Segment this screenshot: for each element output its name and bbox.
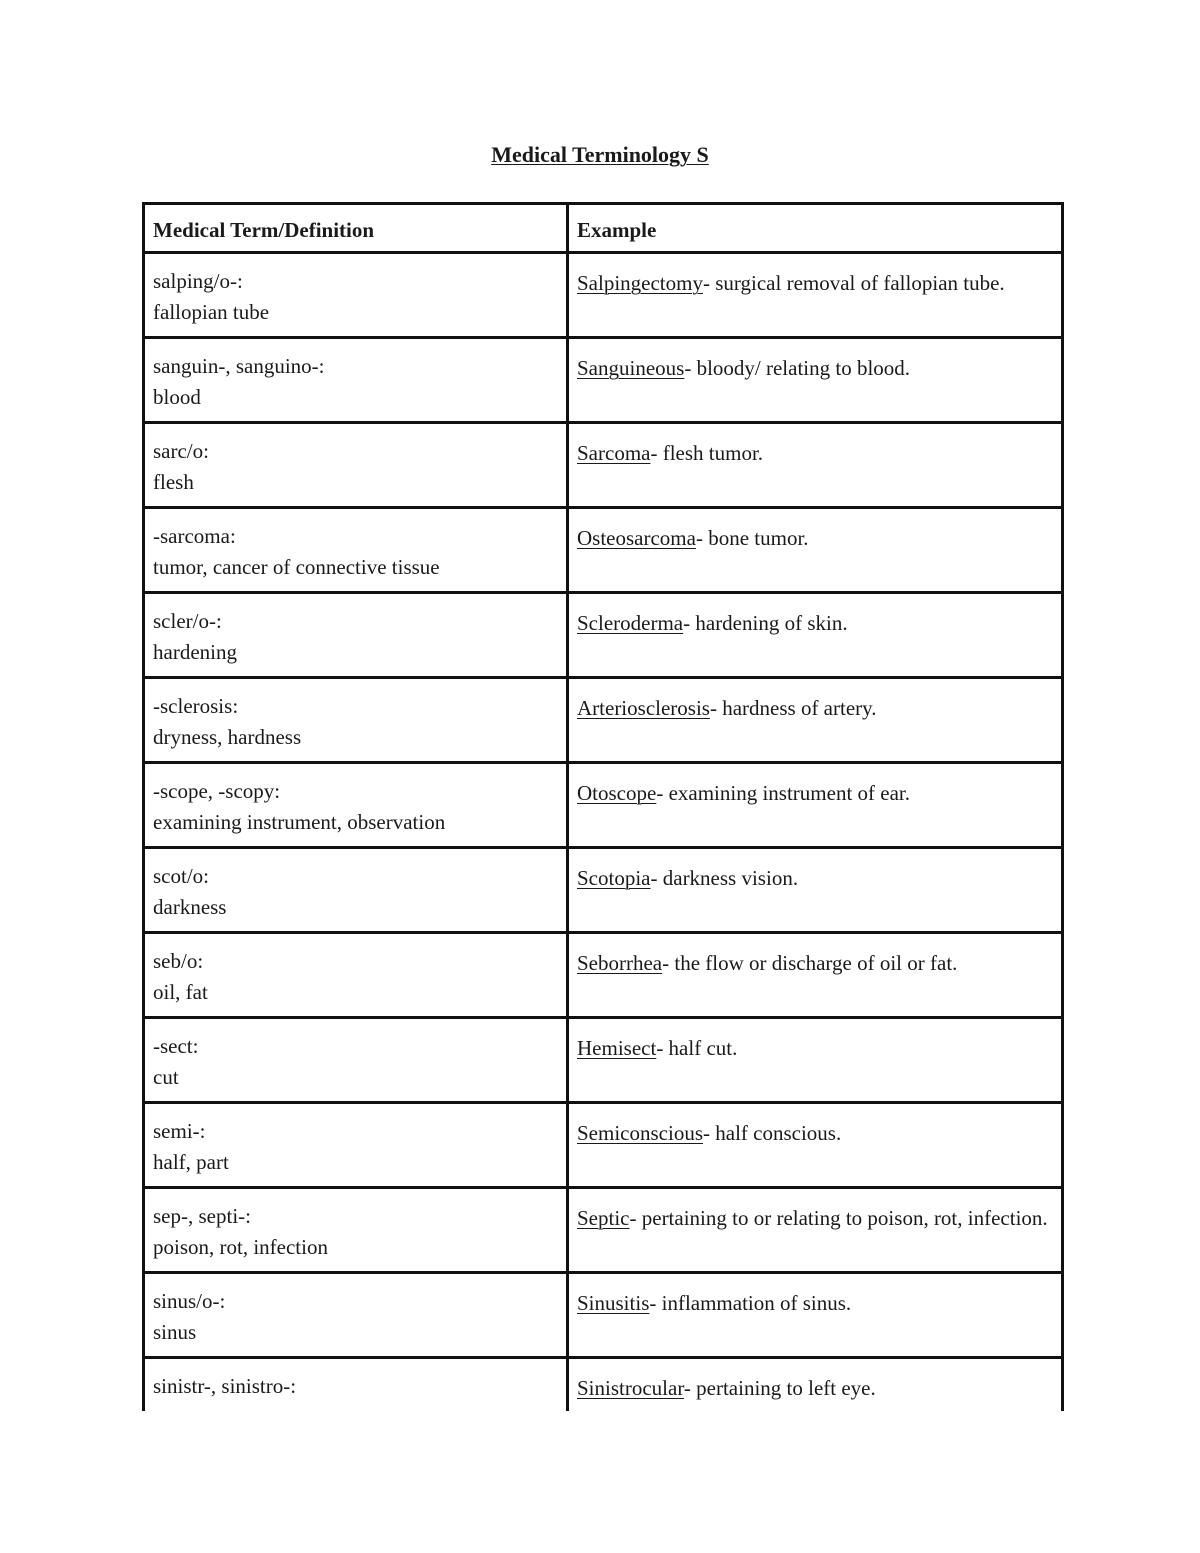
term-definition: tumor, cancer of connective tissue — [153, 555, 440, 579]
term-label: -sect: — [153, 1034, 199, 1058]
example-word: Hemisect — [577, 1036, 657, 1060]
example-word: Otoscope — [577, 781, 657, 805]
example-word: Sarcoma — [577, 441, 651, 465]
term-definition: blood — [153, 385, 201, 409]
term-label: sarc/o: — [153, 439, 209, 463]
example-text: - hardness of artery. — [709, 696, 877, 720]
table-row — [144, 1188, 1063, 1273]
table-row — [144, 1018, 1063, 1103]
term-label: -sclerosis: — [153, 694, 239, 718]
term-definition: sinus — [153, 1320, 197, 1344]
term-definition: cut — [153, 1065, 179, 1089]
term-label: scot/o: — [153, 864, 209, 888]
example-text: - hardening of skin. — [683, 611, 848, 635]
term-label: sinistr-, sinistro-: — [153, 1374, 297, 1398]
term-label: salping/o-: — [153, 269, 243, 293]
term-definition: oil, fat — [153, 980, 208, 1004]
table-row — [144, 338, 1063, 423]
term-definition: dryness, hardness — [153, 725, 302, 749]
example-text: - pertaining to left eye. — [683, 1376, 876, 1400]
example-word: Scotopia — [577, 866, 651, 890]
document-title: Medical Terminology S — [491, 142, 709, 167]
example-text: - half conscious. — [703, 1121, 842, 1145]
example-word: Seborrhea — [577, 951, 663, 975]
example-word: Salpingectomy — [577, 271, 703, 295]
table-row — [144, 678, 1063, 763]
table-row — [144, 1103, 1063, 1188]
example-word: Osteosarcoma — [577, 526, 696, 550]
example-text: - bloody/ relating to blood. — [684, 356, 911, 380]
example-word: Arteriosclerosis — [577, 696, 710, 720]
example-text: - half cut. — [656, 1036, 738, 1060]
example-word: Semiconscious — [577, 1121, 703, 1145]
table-row — [144, 593, 1063, 678]
term-definition: half, part — [153, 1150, 229, 1174]
term-definition: examining instrument, observation — [153, 810, 446, 834]
term-label: sep-, septi-: — [153, 1204, 251, 1228]
table-row — [144, 423, 1063, 508]
example-word: Sanguineous — [577, 356, 685, 380]
example-word: Septic — [577, 1206, 630, 1230]
table-row — [144, 1358, 1063, 1411]
example-text: - flesh tumor. — [650, 441, 764, 465]
terminology-table — [142, 202, 1061, 1411]
term-definition: darkness — [153, 895, 227, 919]
term-definition: hardening — [153, 640, 237, 664]
table-row — [144, 253, 1063, 338]
term-label: -scope, -scopy: — [153, 779, 281, 803]
example-text: - examining instrument of ear. — [656, 781, 911, 805]
table-row — [144, 848, 1063, 933]
term-label: -sarcoma: — [153, 524, 236, 548]
example-word: Scleroderma — [577, 611, 684, 635]
example-text: - surgical removal of fallopian tube. — [702, 271, 1005, 295]
example-word: Sinusitis — [577, 1291, 650, 1315]
table-row — [144, 933, 1063, 1018]
header-example: Example — [568, 204, 1063, 253]
table-row — [144, 508, 1063, 593]
example-text: - darkness vision. — [650, 866, 799, 890]
term-label: scler/o-: — [153, 609, 222, 633]
term-definition: fallopian tube — [153, 300, 270, 324]
term-label: semi-: — [153, 1119, 206, 1143]
term-label: sinus/o-: — [153, 1289, 226, 1313]
term-definition: poison, rot, infection — [153, 1235, 328, 1259]
table-row — [144, 1273, 1063, 1358]
example-text: - inflammation of sinus. — [649, 1291, 852, 1315]
example-text: - bone tumor. — [695, 526, 809, 550]
example-word: Sinistrocular — [577, 1376, 684, 1400]
table-row — [144, 763, 1063, 848]
term-label: seb/o: — [153, 949, 204, 973]
term-definition: flesh — [153, 470, 194, 494]
example-text: - pertaining to or relating to poison, rot, infection. — [629, 1206, 1048, 1230]
term-label: sanguin-, sanguino-: — [153, 354, 325, 378]
example-text: - the flow or discharge of oil or fat. — [662, 951, 958, 975]
header-term: Medical Term/Definition — [144, 204, 568, 253]
table-header-row — [144, 204, 1063, 253]
